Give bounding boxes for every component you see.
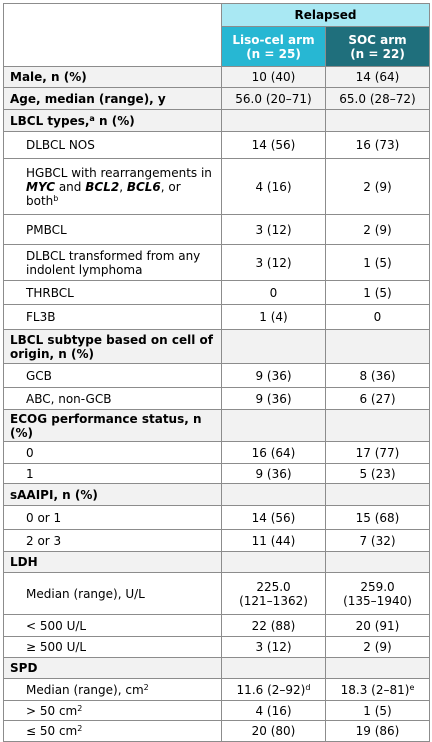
row-label: LBCL subtype based on cell of origin, n (%) bbox=[4, 330, 222, 364]
row-abc bbox=[4, 388, 430, 410]
header-relapsed: Relapsed bbox=[222, 4, 430, 27]
row-pmbcl bbox=[4, 215, 430, 245]
hgbcl-and: and bbox=[55, 179, 86, 194]
row-label: 1 bbox=[4, 464, 222, 484]
cell-soc: 14 (64) bbox=[326, 67, 430, 88]
row-label: DLBCL transformed from any indolent lymphoma bbox=[4, 245, 222, 281]
gene-myc: MYC bbox=[26, 179, 56, 194]
row-label: Age, median (range), y bbox=[4, 88, 222, 110]
header-liso-label: Liso-cel arm bbox=[232, 32, 315, 47]
ldh-soc-range: (135–1940) bbox=[343, 593, 412, 608]
row-subtype bbox=[4, 330, 430, 364]
ldh-soc-median: 259.0 bbox=[360, 579, 395, 594]
row-label bbox=[4, 679, 222, 701]
row-label: 0 or 1 bbox=[4, 506, 222, 530]
cell-soc: 16 (73) bbox=[326, 132, 430, 159]
unit-sup: 2 bbox=[143, 682, 149, 692]
header-soc-arm bbox=[326, 27, 430, 67]
row-label bbox=[4, 721, 222, 742]
cell-soc bbox=[326, 330, 430, 364]
row-label: 0 bbox=[4, 442, 222, 464]
cell-soc: 8 (36) bbox=[326, 364, 430, 388]
header-blank-cell bbox=[4, 4, 222, 67]
cell-liso: 3 (12) bbox=[222, 215, 326, 245]
ldh-liso-median: 225.0 bbox=[256, 579, 291, 594]
cell-liso: 1 (4) bbox=[222, 305, 326, 330]
cell-soc bbox=[326, 410, 430, 442]
cell-soc bbox=[326, 484, 430, 506]
row-label: Median (range), U/L bbox=[4, 573, 222, 615]
row-label: ≥ 500 U/L bbox=[4, 637, 222, 658]
header-liso-n: (n = 25) bbox=[246, 46, 301, 61]
header-row-group bbox=[4, 4, 430, 27]
row-ecog bbox=[4, 410, 430, 442]
ldh-liso-range: (121–1362) bbox=[239, 593, 308, 608]
cell-soc: 5 (23) bbox=[326, 464, 430, 484]
row-ecog-1 bbox=[4, 464, 430, 484]
cell-liso: 3 (12) bbox=[222, 245, 326, 281]
cell-liso: 14 (56) bbox=[222, 506, 326, 530]
cell-soc: 2 (9) bbox=[326, 159, 430, 215]
cell-liso bbox=[222, 410, 326, 442]
header-soc-label: SOC arm bbox=[348, 32, 407, 47]
row-label: ECOG performance status, n (%) bbox=[4, 410, 222, 442]
hgbcl-text: HGBCL with rearrangements in bbox=[26, 165, 212, 180]
cell-liso bbox=[222, 110, 326, 132]
row-label: FL3B bbox=[4, 305, 222, 330]
row-age bbox=[4, 88, 430, 110]
label-text: ≤ 50 cm bbox=[26, 724, 78, 738]
cell-liso bbox=[222, 330, 326, 364]
row-label: < 500 U/L bbox=[4, 615, 222, 637]
cell-liso: 22 (88) bbox=[222, 615, 326, 637]
cell-soc: 1 (5) bbox=[326, 245, 430, 281]
row-male bbox=[4, 67, 430, 88]
cell-liso: 9 (36) bbox=[222, 388, 326, 410]
cell-liso: 14 (56) bbox=[222, 132, 326, 159]
row-label bbox=[4, 110, 222, 132]
cell-liso: 10 (40) bbox=[222, 67, 326, 88]
cell-liso bbox=[222, 484, 326, 506]
cell-soc bbox=[326, 110, 430, 132]
header-liso-cel-arm bbox=[222, 27, 326, 67]
row-label: ABC, non-GCB bbox=[4, 388, 222, 410]
row-label: THRBCL bbox=[4, 281, 222, 305]
row-saaipi-23 bbox=[4, 530, 430, 552]
row-hgbcl bbox=[4, 159, 430, 215]
gene-bcl2: BCL2 bbox=[85, 179, 120, 194]
cell-liso: 11 (44) bbox=[222, 530, 326, 552]
cell-liso: 4 (16) bbox=[222, 701, 326, 721]
footnote-e: e bbox=[409, 682, 415, 692]
cell-liso bbox=[222, 552, 326, 573]
row-dlbcl-nos bbox=[4, 132, 430, 159]
row-saaipi-01 bbox=[4, 506, 430, 530]
row-transformed bbox=[4, 245, 430, 281]
row-label bbox=[4, 159, 222, 215]
cell-liso bbox=[222, 658, 326, 679]
cell-soc: 20 (91) bbox=[326, 615, 430, 637]
unit-sup: 2 bbox=[77, 703, 83, 713]
cell-liso: 16 (64) bbox=[222, 442, 326, 464]
row-spd-median bbox=[4, 679, 430, 701]
value: 11.6 (2–92) bbox=[236, 682, 306, 697]
hgbcl-comma: , bbox=[119, 179, 127, 194]
cell-soc: 19 (86) bbox=[326, 721, 430, 742]
row-ldh-ge500 bbox=[4, 637, 430, 658]
row-thrbcl bbox=[4, 281, 430, 305]
cell-soc: 7 (32) bbox=[326, 530, 430, 552]
cell-liso: 0 bbox=[222, 281, 326, 305]
baseline-characteristics-table bbox=[3, 3, 430, 742]
label-tail: n (%) bbox=[94, 113, 135, 128]
row-spd-gt50 bbox=[4, 701, 430, 721]
row-ldh bbox=[4, 552, 430, 573]
cell-soc bbox=[326, 679, 430, 701]
row-label: sAAIPI, n (%) bbox=[4, 484, 222, 506]
row-label: Male, n (%) bbox=[4, 67, 222, 88]
row-label: SPD bbox=[4, 658, 222, 679]
header-soc-n: (n = 22) bbox=[350, 46, 405, 61]
row-saaipi bbox=[4, 484, 430, 506]
row-label: 2 or 3 bbox=[4, 530, 222, 552]
row-ldh-median bbox=[4, 573, 430, 615]
row-label: GCB bbox=[4, 364, 222, 388]
cell-liso: 20 (80) bbox=[222, 721, 326, 742]
row-label: PMBCL bbox=[4, 215, 222, 245]
cell-liso: 3 (12) bbox=[222, 637, 326, 658]
cell-soc: 0 bbox=[326, 305, 430, 330]
row-spd-le50 bbox=[4, 721, 430, 742]
cell-liso bbox=[222, 573, 326, 615]
cell-soc: 6 (27) bbox=[326, 388, 430, 410]
row-ecog-0 bbox=[4, 442, 430, 464]
label-text: Median (range), cm bbox=[26, 682, 144, 697]
cell-soc: 65.0 (28–72) bbox=[326, 88, 430, 110]
cell-soc: 15 (68) bbox=[326, 506, 430, 530]
footnote-b: b bbox=[53, 193, 59, 203]
cell-soc: 2 (9) bbox=[326, 215, 430, 245]
footnote-d: d bbox=[305, 682, 311, 692]
unit-sup: 2 bbox=[77, 724, 83, 733]
row-spd bbox=[4, 658, 430, 679]
row-label: LDH bbox=[4, 552, 222, 573]
cell-liso: 9 (36) bbox=[222, 464, 326, 484]
value: 18.3 (2–81) bbox=[340, 682, 410, 697]
row-label bbox=[4, 701, 222, 721]
cell-soc: 2 (9) bbox=[326, 637, 430, 658]
cell-liso: 56.0 (20–71) bbox=[222, 88, 326, 110]
cell-soc: 1 (5) bbox=[326, 281, 430, 305]
cell-soc bbox=[326, 658, 430, 679]
cell-liso: 4 (16) bbox=[222, 159, 326, 215]
label-text: LBCL types, bbox=[10, 113, 90, 128]
cell-soc: 1 (5) bbox=[326, 701, 430, 721]
label-text: > 50 cm bbox=[26, 703, 78, 718]
cell-soc bbox=[326, 552, 430, 573]
row-ldh-lt500 bbox=[4, 615, 430, 637]
row-fl3b bbox=[4, 305, 430, 330]
row-lbcl-types bbox=[4, 110, 430, 132]
hgbcl-or-both: , or both bbox=[26, 179, 181, 208]
footnote-a: a bbox=[89, 113, 95, 123]
cell-soc: 17 (77) bbox=[326, 442, 430, 464]
cell-liso bbox=[222, 679, 326, 701]
row-label: DLBCL NOS bbox=[4, 132, 222, 159]
cell-liso: 9 (36) bbox=[222, 364, 326, 388]
gene-bcl6: BCL6 bbox=[126, 179, 161, 194]
cell-soc bbox=[326, 573, 430, 615]
row-gcb bbox=[4, 364, 430, 388]
